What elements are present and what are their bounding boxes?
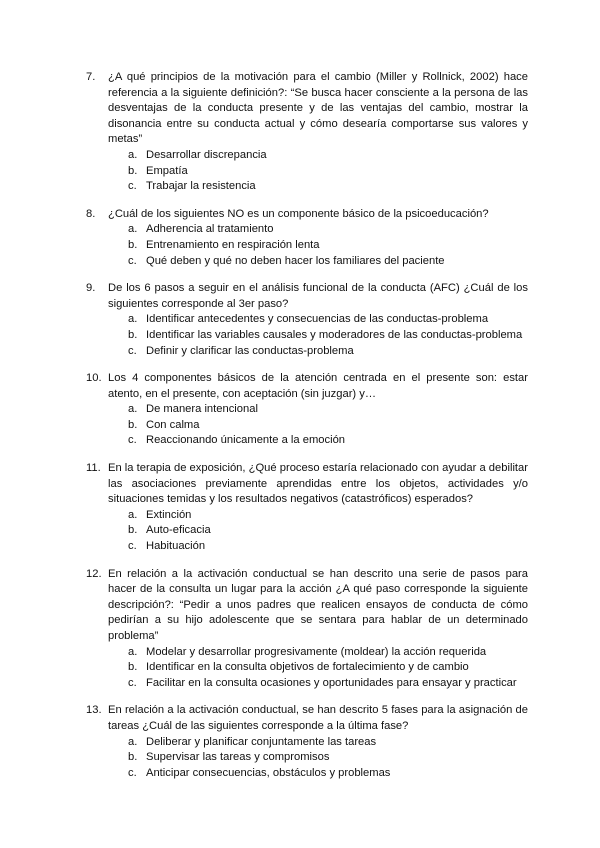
option-b xyxy=(128,238,528,254)
option-a xyxy=(128,508,528,524)
option-list xyxy=(86,735,528,782)
question-text: ¿Cuál de los siguientes NO es un componente básico de la psicoeducación? xyxy=(108,207,489,220)
option-letter: b. xyxy=(128,524,138,537)
question-text: ¿A qué principios de la motivación para el cambio (Miller y Rollnick, 2002) hace referencia a la siguiente definición?: “Se busca hacer consciente a la persona de las desventajas de la conducta presente y de las ventajas del cambio, mostrar la disonancia entre su conducta actual y cómo desearía comportarse sus valores y metas” xyxy=(108,71,528,146)
option-letter: c. xyxy=(128,434,137,447)
option-text: Facilitar en la consulta ocasiones y oportunidades para ensayar y practicar xyxy=(146,676,517,689)
question-10 xyxy=(86,371,528,449)
option-letter: c. xyxy=(128,540,137,553)
option-text: Habituación xyxy=(146,540,206,553)
option-text: Auto-eficacia xyxy=(146,524,211,537)
question-number: 13. xyxy=(86,704,102,717)
option-text: Trabajar la resistencia xyxy=(146,180,256,193)
option-letter: b. xyxy=(128,164,138,177)
option-list xyxy=(86,222,528,269)
option-letter: a. xyxy=(128,223,138,236)
option-a xyxy=(128,222,528,238)
option-text: Deliberar y planificar conjuntamente las tareas xyxy=(146,735,377,748)
option-text: Identificar las variables causales y moderadores de las conductas-problema xyxy=(146,328,523,341)
option-list xyxy=(86,645,528,692)
option-letter: c. xyxy=(128,180,137,193)
option-letter: a. xyxy=(128,508,138,521)
option-b xyxy=(128,328,528,344)
option-letter: a. xyxy=(128,735,138,748)
option-text: Empatía xyxy=(146,164,188,177)
option-c xyxy=(128,254,528,270)
option-letter: a. xyxy=(128,148,138,161)
option-letter: b. xyxy=(128,328,138,341)
option-text: Entrenamiento en respiración lenta xyxy=(146,238,320,251)
option-letter: b. xyxy=(128,418,138,431)
option-b xyxy=(128,750,528,766)
option-text: De manera intencional xyxy=(146,403,258,416)
option-c xyxy=(128,344,528,360)
option-letter: b. xyxy=(128,751,138,764)
question-text: Los 4 componentes básicos de la atención centrada en el presente son: estar atento, en el presente, con aceptación (sin juzgar) y… xyxy=(108,372,528,400)
option-b xyxy=(128,523,528,539)
option-list xyxy=(86,402,528,449)
option-a xyxy=(128,312,528,328)
option-text: Qué deben y qué no deben hacer los familiares del paciente xyxy=(146,254,445,267)
option-text: Identificar antecedentes y consecuencias de las conductas-problema xyxy=(146,313,489,326)
question-number: 10. xyxy=(86,372,102,385)
question-8 xyxy=(86,207,528,269)
question-number: 8. xyxy=(86,207,96,220)
question-13 xyxy=(86,703,528,781)
question-text: En relación a la activación conductual, se han descrito 5 fases para la asignación de tareas ¿Cuál de las siguientes corresponde a la última fase? xyxy=(108,704,528,732)
option-a xyxy=(128,148,528,164)
option-letter: c. xyxy=(128,766,137,779)
option-c xyxy=(128,179,528,195)
question-9 xyxy=(86,281,528,359)
question-text: En la terapia de exposición, ¿Qué proceso estaría relacionado con ayudar a debilitar las asociaciones previamente aprendidas entre los objetos, actividades y/o situaciones temidas y los resultados negativos (catastróficos) esperados? xyxy=(108,462,528,506)
question-7 xyxy=(86,70,528,195)
option-text: Con calma xyxy=(146,418,200,431)
question-number: 9. xyxy=(86,282,96,295)
option-letter: b. xyxy=(128,238,138,251)
question-number: 12. xyxy=(86,567,102,580)
option-text: Definir y clarificar las conductas-problema xyxy=(146,344,354,357)
option-letter: c. xyxy=(128,254,137,267)
option-text: Reaccionando únicamente a la emoción xyxy=(146,434,346,447)
option-letter: c. xyxy=(128,344,137,357)
option-c xyxy=(128,539,528,555)
option-b xyxy=(128,660,528,676)
option-b xyxy=(128,164,528,180)
question-text: En relación a la activación conductual se han descrito una serie de pasos para hacer de la consulta un lugar para la acción ¿A qué paso corresponde la siguiente descripción?: “Pedir a unos padres que realicen ensayos de conducta de cómo pedirían a su hijo adolescente que se sentara para hablar de un determinado problema” xyxy=(108,567,528,642)
option-text: Supervisar las tareas y compromisos xyxy=(146,751,330,764)
question-text: De los 6 pasos a seguir en el análisis funcional de la conducta (AFC) ¿Cuál de los siguientes corresponde al 3er paso? xyxy=(108,282,528,310)
option-a xyxy=(128,735,528,751)
question-number: 11. xyxy=(86,462,101,475)
option-text: Extinción xyxy=(146,508,192,521)
option-letter: a. xyxy=(128,403,138,416)
option-c xyxy=(128,433,528,449)
option-a xyxy=(128,402,528,418)
question-number: 7. xyxy=(86,71,96,83)
option-letter: a. xyxy=(128,645,138,658)
question-12 xyxy=(86,567,528,692)
option-letter: b. xyxy=(128,661,138,674)
option-text: Identificar en la consulta objetivos de fortalecimiento y de cambio xyxy=(146,661,469,674)
option-letter: a. xyxy=(128,313,138,326)
option-c xyxy=(128,766,528,782)
option-c xyxy=(128,676,528,692)
option-list xyxy=(86,312,528,359)
option-b xyxy=(128,418,528,434)
option-text: Modelar y desarrollar progresivamente (moldear) la acción requerida xyxy=(146,645,487,658)
option-letter: c. xyxy=(128,676,137,689)
option-a xyxy=(128,645,528,661)
question-11 xyxy=(86,461,528,555)
option-text: Adherencia al tratamiento xyxy=(146,223,274,236)
option-text: Desarrollar discrepancia xyxy=(146,148,267,161)
option-list xyxy=(86,508,528,555)
option-text: Anticipar consecuencias, obstáculos y problemas xyxy=(146,766,391,779)
question-list xyxy=(86,70,528,793)
option-list xyxy=(86,148,528,195)
